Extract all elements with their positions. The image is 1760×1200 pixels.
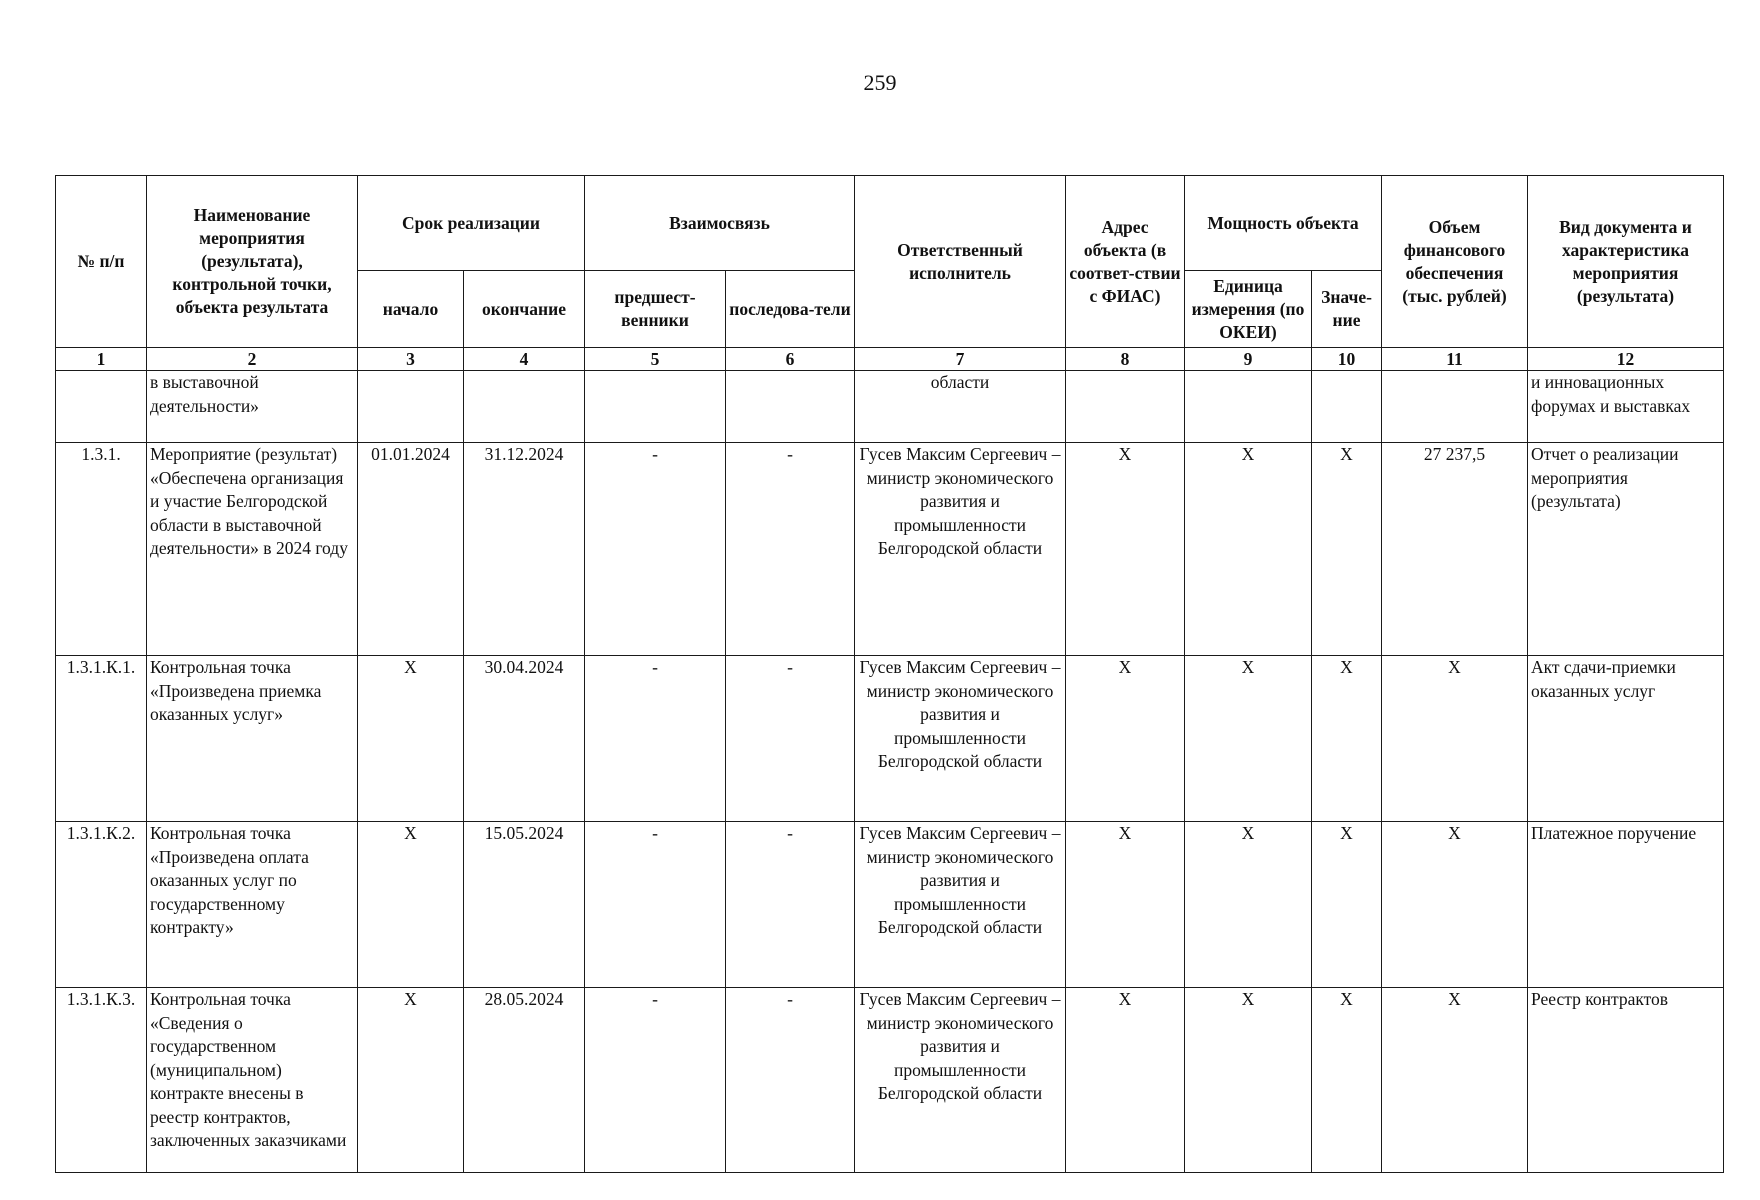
table-row — [56, 656, 1724, 822]
row-num: 1.3.1.К.3. — [56, 988, 147, 1173]
header-address: Адрес объекта (в соответ-ствии с ФИАС) — [1066, 176, 1185, 348]
row-unit — [1185, 371, 1312, 443]
header-link: Взаимосвязь — [585, 176, 855, 271]
column-number: 11 — [1382, 348, 1528, 371]
header-responsible: Ответственный исполнитель — [855, 176, 1066, 348]
column-number: 7 — [855, 348, 1066, 371]
column-number: 10 — [1312, 348, 1382, 371]
row-doc: Платежное поручение — [1528, 822, 1724, 988]
row-address: Х — [1066, 988, 1185, 1173]
row-prev: - — [585, 822, 726, 988]
header-name: Наименование мероприятия (результата), контрольной точки, объекта результата — [147, 176, 358, 348]
row-finance: Х — [1382, 988, 1528, 1173]
row-unit: Х — [1185, 443, 1312, 656]
row-next — [726, 371, 855, 443]
row-start: Х — [358, 822, 464, 988]
header-link-prev: предшест-венники — [585, 271, 726, 348]
row-responsible: области — [855, 371, 1066, 443]
row-start: 01.01.2024 — [358, 443, 464, 656]
column-number: 3 — [358, 348, 464, 371]
row-end: 31.12.2024 — [464, 443, 585, 656]
row-num: 1.3.1.К.1. — [56, 656, 147, 822]
row-prev: - — [585, 656, 726, 822]
column-number: 8 — [1066, 348, 1185, 371]
header-finance: Объем финансового обеспечения (тыс. рублей) — [1382, 176, 1528, 348]
page-number: 259 — [863, 70, 897, 95]
row-num: 1.3.1. — [56, 443, 147, 656]
row-value: Х — [1312, 822, 1382, 988]
row-responsible: Гусев Максим Сергеевич – министр экономического развития и промышленности Белгородской области — [855, 822, 1066, 988]
row-responsible: Гусев Максим Сергеевич – министр экономического развития и промышленности Белгородской области — [855, 656, 1066, 822]
column-number: 9 — [1185, 348, 1312, 371]
row-next: - — [726, 656, 855, 822]
table-row — [56, 371, 1724, 443]
row-next: - — [726, 443, 855, 656]
column-number: 4 — [464, 348, 585, 371]
row-finance — [1382, 371, 1528, 443]
row-responsible: Гусев Максим Сергеевич – министр экономического развития и промышленности Белгородской области — [855, 443, 1066, 656]
table-row — [56, 822, 1724, 988]
row-address — [1066, 371, 1185, 443]
row-doc: Отчет о реализации мероприятия (результата) — [1528, 443, 1724, 656]
column-number: 1 — [56, 348, 147, 371]
row-finance: Х — [1382, 656, 1528, 822]
row-finance: Х — [1382, 822, 1528, 988]
header-capacity-unit: Единица измерения (по ОКЕИ) — [1185, 271, 1312, 348]
row-unit: Х — [1185, 822, 1312, 988]
row-start — [358, 371, 464, 443]
header-capacity: Мощность объекта — [1185, 176, 1382, 271]
row-value: Х — [1312, 988, 1382, 1173]
row-end: 15.05.2024 — [464, 822, 585, 988]
row-end: 28.05.2024 — [464, 988, 585, 1173]
row-next: - — [726, 822, 855, 988]
header-num: № п/п — [56, 176, 147, 348]
row-doc: и инновационных форумах и выставках — [1528, 371, 1724, 443]
table-row — [56, 988, 1724, 1173]
row-name: Контрольная точка «Сведения о государственном (муниципальном) контракте внесены в реестр контрактов, заключенных заказчиками — [147, 988, 358, 1173]
row-address: Х — [1066, 656, 1185, 822]
row-prev — [585, 371, 726, 443]
row-doc: Акт сдачи-приемки оказанных услуг — [1528, 656, 1724, 822]
header-term-end: окончание — [464, 271, 585, 348]
row-unit: Х — [1185, 988, 1312, 1173]
row-finance: 27 237,5 — [1382, 443, 1528, 656]
row-address: Х — [1066, 822, 1185, 988]
row-end: 30.04.2024 — [464, 656, 585, 822]
row-value: Х — [1312, 656, 1382, 822]
row-unit: Х — [1185, 656, 1312, 822]
column-number: 2 — [147, 348, 358, 371]
row-prev: - — [585, 443, 726, 656]
column-number: 6 — [726, 348, 855, 371]
header-capacity-value: Значе-ние — [1312, 271, 1382, 348]
row-prev: - — [585, 988, 726, 1173]
header-term-start: начало — [358, 271, 464, 348]
column-number: 5 — [585, 348, 726, 371]
header-doc: Вид документа и характеристика мероприятия (результата) — [1528, 176, 1724, 348]
row-value — [1312, 371, 1382, 443]
header-link-next: последова-тели — [726, 271, 855, 348]
row-name: в выставочной деятельности» — [147, 371, 358, 443]
row-value: Х — [1312, 443, 1382, 656]
row-responsible: Гусев Максим Сергеевич – министр экономического развития и промышленности Белгородской области — [855, 988, 1066, 1173]
row-address: Х — [1066, 443, 1185, 656]
row-end — [464, 371, 585, 443]
column-number-row — [56, 348, 1724, 371]
header-term: Срок реализации — [358, 176, 585, 271]
column-number: 12 — [1528, 348, 1724, 371]
plan-table — [55, 175, 1724, 1173]
row-num — [56, 371, 147, 443]
table-row — [56, 443, 1724, 656]
row-doc: Реестр контрактов — [1528, 988, 1724, 1173]
row-next: - — [726, 988, 855, 1173]
row-name: Контрольная точка «Произведена оплата оказанных услуг по государственному контракту» — [147, 822, 358, 988]
row-start: Х — [358, 656, 464, 822]
row-name: Контрольная точка «Произведена приемка оказанных услуг» — [147, 656, 358, 822]
row-start: Х — [358, 988, 464, 1173]
row-name: Мероприятие (результат) «Обеспечена организация и участие Белгородской области в выставочной деятельности» в 2024 году — [147, 443, 358, 656]
row-num: 1.3.1.К.2. — [56, 822, 147, 988]
